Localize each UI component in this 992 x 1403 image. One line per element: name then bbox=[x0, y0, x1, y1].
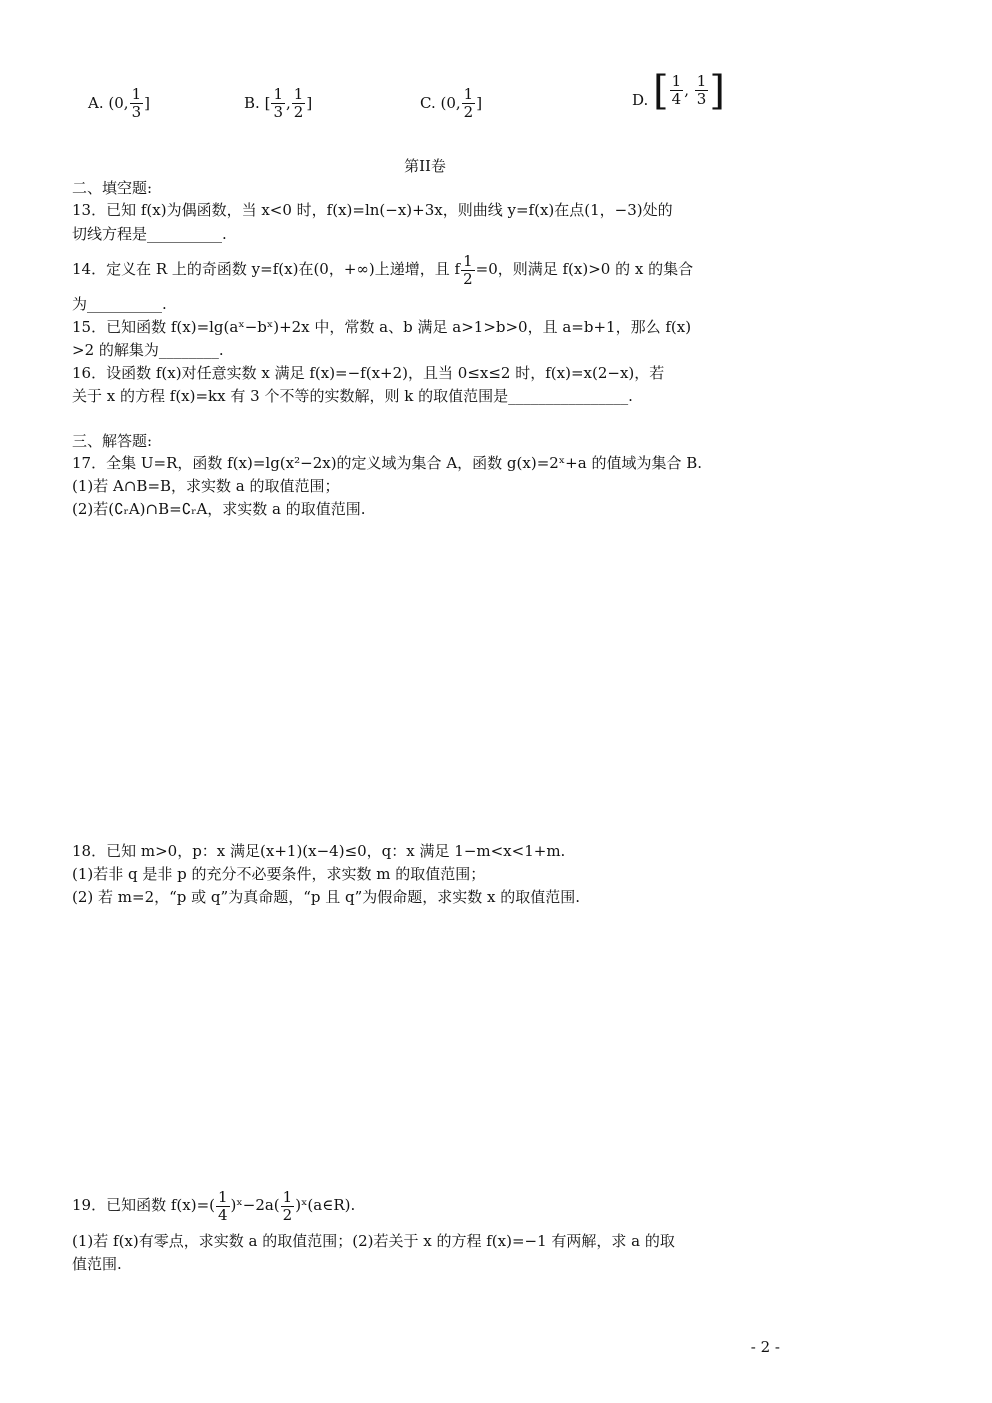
q14-text-b: =0，则满足 f(x)>0 的 x 的集合 bbox=[475, 260, 694, 278]
q19-text-a: 19．已知函数 f(x)=( bbox=[72, 1196, 215, 1214]
fill-heading: 二、填空题: bbox=[72, 179, 153, 197]
q14-text-a: 14．定义在 R 上的奇函数 y=f(x)在(0，+∞)上递增，且 f bbox=[72, 260, 461, 278]
choice-c-close: ] bbox=[476, 94, 483, 112]
page-number: - 2 - bbox=[750, 1338, 780, 1356]
choice-d-label: D. bbox=[632, 91, 649, 109]
choice-b-label: B. bbox=[244, 94, 260, 112]
choice-d-right-bracket: ] bbox=[709, 67, 725, 114]
choice-d-sep: , bbox=[684, 81, 689, 99]
choice-a-close: ] bbox=[144, 94, 150, 112]
q17-line1: 17．全集 U=R，函数 f(x)=lg(x²−2x)的定义域为集合 A，函数 g(x)=2ˣ+a 的值域为集合 B. bbox=[72, 454, 703, 472]
q19-text-c: )ˣ(a∈R). bbox=[295, 1196, 356, 1214]
q15-line1: 15．已知函数 f(x)=lg(aˣ−bˣ)+2x 中，常数 a、b 满足 a>1>b>0，且 a=b+1，那么 f(x) bbox=[72, 318, 692, 336]
solve-heading: 三、解答题: bbox=[72, 432, 153, 450]
q19-text-b: )ˣ−2a( bbox=[230, 1196, 280, 1214]
choice-d-fraction-2: $\frac{1}{3}$ bbox=[696, 72, 707, 108]
choice-b bbox=[244, 86, 312, 121]
q19-fraction-2: $\frac{1}{2}$ bbox=[282, 1187, 293, 1224]
q19-line2: (1)若 f(x)有零点，求实数 a 的取值范围；(2)若关于 x 的方程 f(x)=−1 有两解，求 a 的取 bbox=[72, 1232, 675, 1250]
q16-line2: 关于 x 的方程 f(x)=kx 有 3 个不等的实数解，则 k 的取值范围是________________. bbox=[72, 387, 633, 405]
q14-fraction: $\frac{1}{2}$ bbox=[463, 251, 473, 288]
choice-a bbox=[88, 86, 150, 121]
q14-line1 bbox=[72, 250, 693, 288]
choice-c-fraction: $\frac{1}{2}$ bbox=[463, 85, 474, 121]
q13-line1: 13．已知 f(x)为偶函数，当 x<0 时，f(x)=ln(−x)+3x，则曲线 y=f(x)在点(1，−3)处的 bbox=[72, 201, 673, 219]
section-title: 第II卷 bbox=[404, 157, 446, 175]
q19-fraction-1: $\frac{1}{4}$ bbox=[218, 1187, 228, 1224]
choice-b-sep: , bbox=[285, 94, 291, 112]
choice-c bbox=[420, 86, 482, 121]
choice-b-fraction-1: $\frac{1}{3}$ bbox=[273, 85, 283, 121]
q17-line2: (1)若 A∩B=B，求实数 a 的取值范围； bbox=[72, 477, 340, 495]
q18-line2: (1)若非 q 是非 p 的充分不必要条件，求实数 m 的取值范围； bbox=[72, 865, 486, 883]
q17-line3: (2)若(∁ᵣA)∩B=∁ᵣA，求实数 a 的取值范围. bbox=[72, 500, 366, 518]
choice-d-fraction-1: $\frac{1}{4}$ bbox=[671, 72, 682, 108]
q18-line3: (2) 若 m=2，“p 或 q”为真命题，“p 且 q”为假命题，求实数 x 的取值范围. bbox=[72, 888, 581, 906]
choice-a-label: A. bbox=[88, 94, 104, 112]
choice-c-label: C. bbox=[420, 94, 436, 112]
choice-b-close: ] bbox=[306, 94, 313, 112]
choice-d bbox=[632, 67, 725, 114]
q14-line2: 为__________. bbox=[72, 295, 167, 313]
q19-line1 bbox=[72, 1186, 355, 1224]
q16-line1: 16．设函数 f(x)对任意实数 x 满足 f(x)=−f(x+2)，且当 0≤x≤2 时，f(x)=x(2−x)，若 bbox=[72, 364, 665, 382]
choice-a-open: (0, bbox=[108, 94, 129, 112]
choice-d-left-bracket: [ bbox=[653, 67, 669, 114]
choice-a-fraction: $\frac{1}{3}$ bbox=[131, 85, 142, 121]
choice-c-open: (0, bbox=[440, 94, 461, 112]
q19-line3: 值范围. bbox=[72, 1255, 122, 1273]
q13-line2: 切线方程是__________. bbox=[72, 225, 227, 243]
q18-line1: 18．已知 m>0，p：x 满足(x+1)(x−4)≤0，q：x 满足 1−m<x<1+m. bbox=[72, 842, 566, 860]
q15-line2: >2 的解集为________. bbox=[72, 341, 224, 359]
choice-b-fraction-2: $\frac{1}{2}$ bbox=[293, 85, 304, 121]
choice-b-open: [ bbox=[264, 94, 271, 112]
